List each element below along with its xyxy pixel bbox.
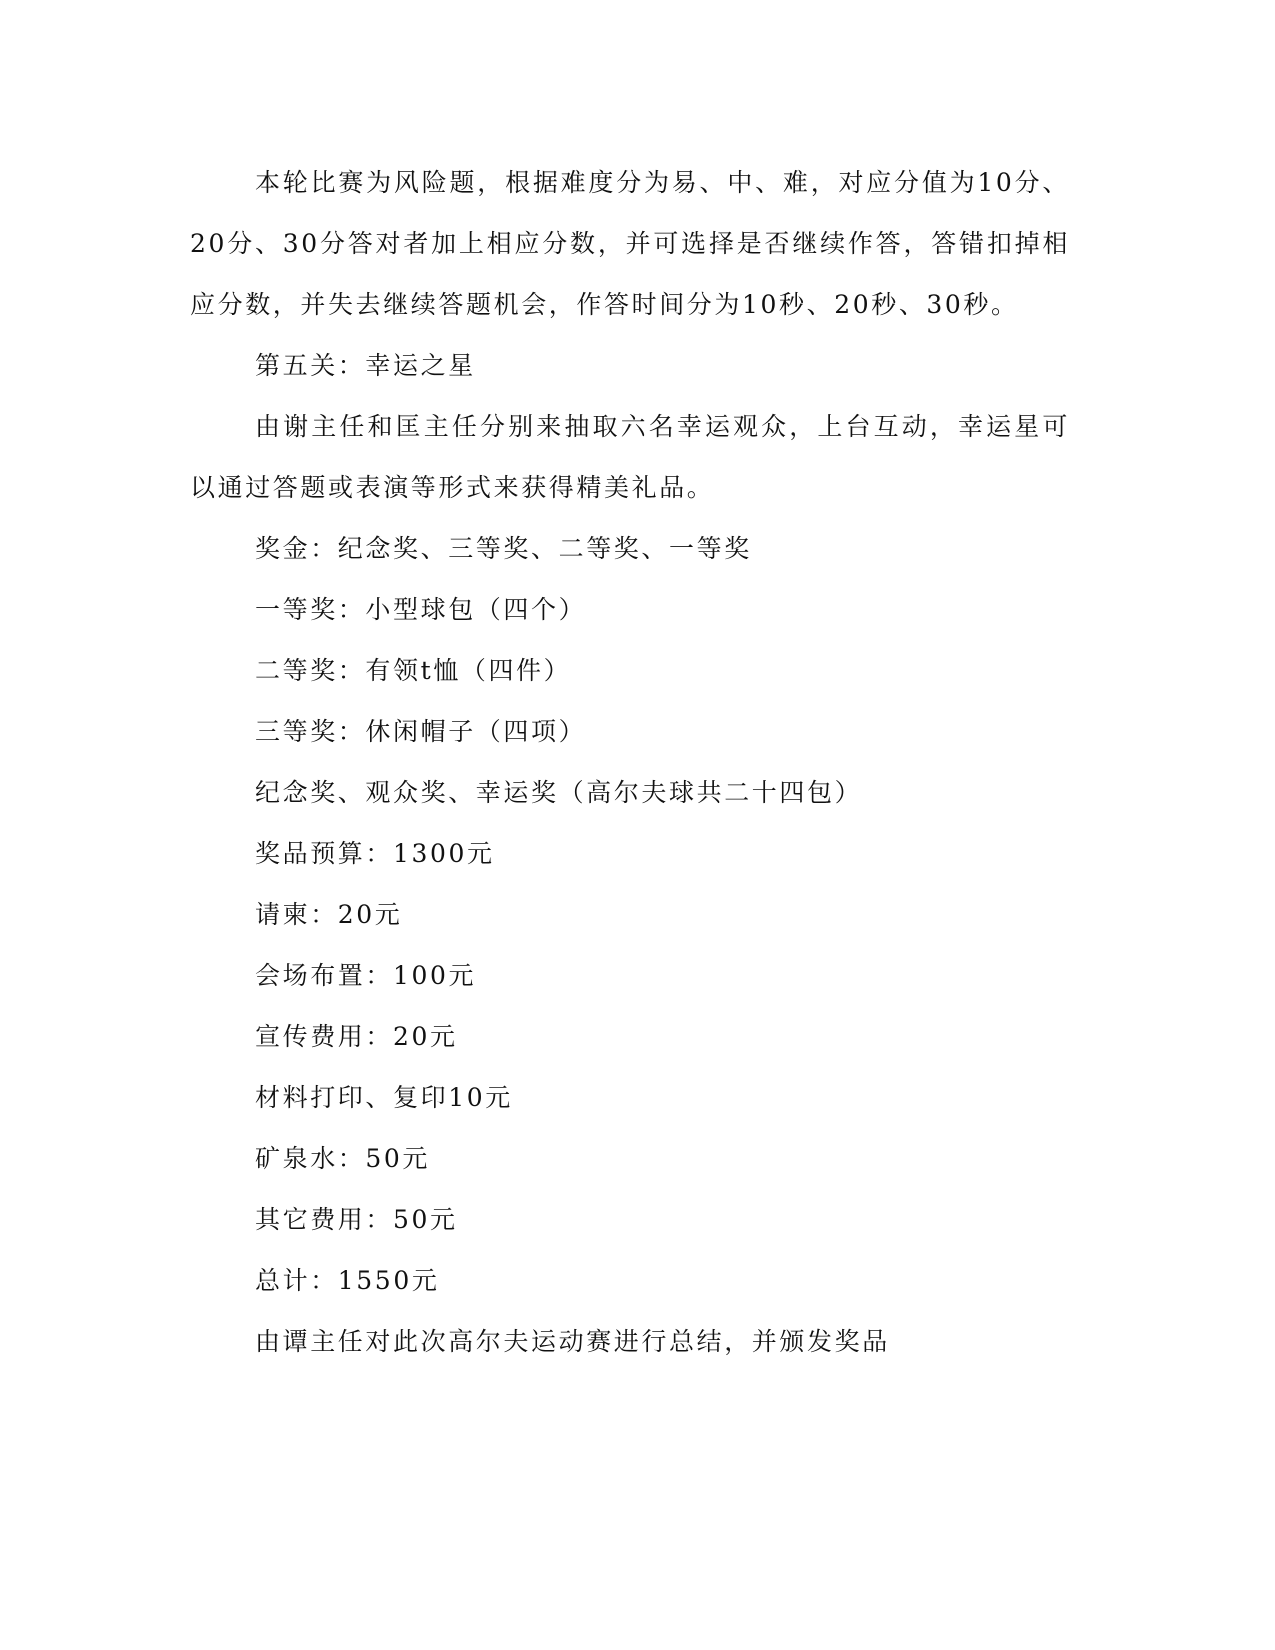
paragraph-lucky-audience: 由谢主任和匡主任分别来抽取六名幸运观众，上台互动，幸运星可以通过答题或表演等形式来获得精美礼品。 <box>190 412 1070 502</box>
paragraph-first-prize: 一等奖：小型球包（四个） <box>255 595 587 624</box>
paragraph-total-cost: 总计：1550元 <box>255 1266 440 1295</box>
paragraph-round-five-title: 第五关：幸运之星 <box>255 351 476 380</box>
paragraph-risk-round-rules: 本轮比赛为风险题，根据难度分为易、中、难，对应分值为10分、20分、30分答对者加上相应分数，并可选择是否继续作答，答错扣掉相应分数，并失去继续答题机会，作答时间分为10秒、20秒、30秒。 <box>190 168 1070 319</box>
paragraph-printing-cost: 材料打印、复印10元 <box>255 1083 513 1112</box>
paragraph-water-cost: 矿泉水：50元 <box>255 1144 431 1173</box>
paragraph-closing-summary: 由谭主任对此次高尔夫运动赛进行总结，并颁发奖品 <box>255 1327 890 1356</box>
paragraph-other-cost: 其它费用：50元 <box>255 1205 458 1234</box>
paragraph-third-prize: 三等奖：休闲帽子（四项） <box>255 717 587 746</box>
paragraph-other-prizes: 纪念奖、观众奖、幸运奖（高尔夫球共二十四包） <box>255 778 863 807</box>
paragraph-venue-cost: 会场布置：100元 <box>255 961 477 990</box>
paragraph-second-prize: 二等奖：有领t恤（四件） <box>255 656 572 685</box>
paragraph-publicity-cost: 宣传费用：20元 <box>255 1022 458 1051</box>
paragraph-invitation-cost: 请柬：20元 <box>255 900 403 929</box>
document-body <box>190 152 1070 1372</box>
paragraph-prize-categories: 奖金：纪念奖、三等奖、二等奖、一等奖 <box>255 534 752 563</box>
paragraph-prize-budget: 奖品预算：1300元 <box>255 839 495 868</box>
